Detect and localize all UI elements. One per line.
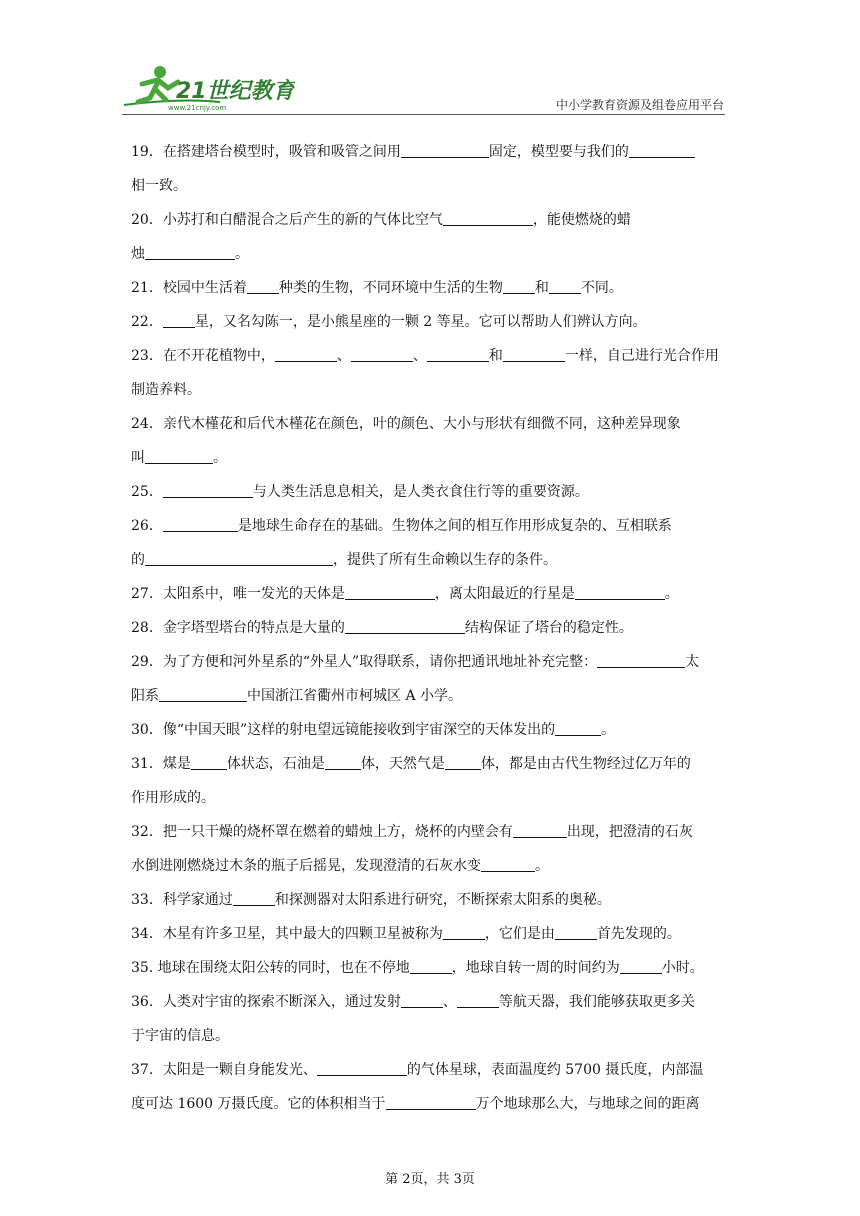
21cnjy-logo-icon bbox=[120, 62, 295, 112]
question-text: ，离太阳最近的行星是 bbox=[434, 586, 575, 602]
question-line bbox=[131, 244, 249, 264]
question-text: 的 bbox=[131, 552, 145, 568]
answer-blank[interactable] bbox=[503, 279, 535, 294]
answer-blank[interactable] bbox=[345, 619, 465, 634]
question-text: 一样，自己进行光合作用 bbox=[564, 348, 719, 364]
question-line bbox=[131, 516, 672, 536]
answer-blank[interactable] bbox=[401, 993, 443, 1008]
question-text: 27．太阳系中，唯一发光的天体是 bbox=[131, 586, 345, 602]
answer-blank[interactable] bbox=[163, 517, 238, 532]
question-text: 度可达 1600 万摄氏度。它的体积相当于 bbox=[131, 1096, 386, 1112]
answer-blank[interactable] bbox=[555, 721, 601, 736]
logo-main-text: 21世纪教育 bbox=[176, 79, 295, 104]
question-text: 等航天器，我们能够获取更多关 bbox=[498, 994, 695, 1010]
answer-blank[interactable] bbox=[401, 143, 489, 158]
question-text: 万个地球那么大，与地球之间的距离 bbox=[475, 1096, 700, 1112]
question-text: 19．在搭建塔台模型时，吸管和吸管之间用 bbox=[131, 144, 401, 160]
answer-blank[interactable] bbox=[443, 211, 533, 226]
question-line bbox=[131, 754, 691, 774]
question-line bbox=[131, 380, 201, 400]
answer-blank[interactable] bbox=[555, 925, 597, 940]
question-text: 26． bbox=[131, 518, 163, 534]
question-line bbox=[131, 618, 633, 638]
question-text: 24．亲代木槿花和后代木槿花在颜色，叶的颜色、大小与形状有细微不同，这种差异现象 bbox=[131, 416, 681, 432]
question-line bbox=[131, 176, 187, 196]
question-line bbox=[131, 210, 631, 230]
question-text: 29．为了方便和河外星系的“外星人”取得联系，请你把通讯地址补充完整： bbox=[131, 654, 598, 670]
answer-blank[interactable] bbox=[191, 755, 227, 770]
question-text: 固定，模型要与我们的 bbox=[488, 144, 629, 160]
question-text: 小时。 bbox=[661, 960, 704, 976]
question-text: 36．人类对宇宙的探索不断深入，通过发射 bbox=[131, 994, 401, 1010]
question-line bbox=[131, 448, 227, 468]
answer-blank[interactable] bbox=[410, 959, 452, 974]
answer-blank[interactable] bbox=[351, 347, 413, 362]
question-text: 是地球生命存在的基础。生物体之间的相互作用形成复杂的、互相联系 bbox=[237, 518, 672, 534]
answer-blank[interactable] bbox=[386, 1095, 476, 1110]
answer-blank[interactable] bbox=[233, 891, 275, 906]
question-text: 作用形成的。 bbox=[131, 790, 215, 806]
question-text: ，提供了所有生命赖以生存的条件。 bbox=[333, 552, 557, 568]
answer-blank[interactable] bbox=[629, 143, 695, 158]
question-text: 烛 bbox=[131, 246, 145, 262]
question-line bbox=[131, 278, 623, 298]
question-text: 34．木星有许多卫星，其中最大的四颗卫星被称为 bbox=[131, 926, 443, 942]
question-text: 阳系 bbox=[131, 688, 159, 704]
answer-blank[interactable] bbox=[481, 857, 535, 872]
question-text: 33．科学家通过 bbox=[131, 892, 233, 908]
answer-blank[interactable] bbox=[145, 551, 333, 566]
question-text: 首先发现的。 bbox=[596, 926, 681, 942]
question-text: 、 bbox=[442, 994, 457, 1010]
question-line bbox=[131, 1060, 703, 1080]
question-text: 。 bbox=[213, 450, 227, 466]
question-text: 、 bbox=[336, 348, 351, 364]
question-text: 与人类生活息息相关，是人类衣食住行等的重要资源。 bbox=[252, 484, 589, 500]
answer-blank[interactable] bbox=[325, 755, 361, 770]
answer-blank[interactable] bbox=[457, 993, 499, 1008]
page-footer: 第 2页，共 3页 bbox=[385, 1172, 475, 1187]
question-line bbox=[131, 346, 719, 366]
question-line bbox=[131, 992, 695, 1012]
answer-blank[interactable] bbox=[513, 823, 567, 838]
answer-blank[interactable] bbox=[445, 755, 481, 770]
answer-blank[interactable] bbox=[275, 347, 337, 362]
question-text: 。 bbox=[601, 722, 616, 738]
question-line bbox=[131, 312, 647, 332]
question-text: 。 bbox=[664, 586, 679, 602]
answer-blank[interactable] bbox=[443, 925, 485, 940]
question-line bbox=[131, 1094, 700, 1114]
answer-blank[interactable] bbox=[503, 347, 565, 362]
question-text: 中国浙江省衢州市柯城区 A 小学。 bbox=[247, 688, 463, 704]
question-text: 相一致。 bbox=[131, 178, 187, 194]
question-line bbox=[131, 414, 681, 434]
question-text: 35. 地球在围绕太阳公转的同时，也在不停地 bbox=[131, 960, 410, 976]
question-line bbox=[131, 482, 589, 502]
question-text: 23．在不开花植物中， bbox=[131, 348, 275, 364]
question-text: 星，又名勾陈一，是小熊星座的一颗 2 等星。它可以帮助人们辨认方向。 bbox=[194, 314, 647, 330]
question-text: 21．校园中生活着 bbox=[131, 280, 247, 296]
question-text: 结构保证了塔台的稳定性。 bbox=[464, 620, 633, 636]
question-text: 20．小苏打和白醋混合之后产生的新的气体比空气 bbox=[131, 212, 443, 228]
answer-blank[interactable] bbox=[163, 313, 195, 328]
question-text: 的气体星球，表面温度约 5700 摄氏度，内部温 bbox=[406, 1062, 704, 1078]
page-header bbox=[0, 0, 860, 120]
question-text: 31．煤是 bbox=[131, 756, 191, 772]
question-line bbox=[131, 856, 549, 876]
question-text: 30．像“中国天眼”这样的射电望远镜能接收到宇宙深空的天体发出的 bbox=[131, 722, 556, 738]
header-divider bbox=[122, 114, 725, 115]
question-text: 体，都是由古代生物经过亿万年的 bbox=[480, 756, 691, 772]
question-text: 水倒进刚燃烧过木条的瓶子后摇晃，发现澄清的石灰水变 bbox=[131, 858, 481, 874]
question-text: 28．金字塔型塔台的特点是大量的 bbox=[131, 620, 345, 636]
question-text: 。 bbox=[535, 858, 549, 874]
answer-blank[interactable] bbox=[575, 585, 665, 600]
question-text: 25． bbox=[131, 484, 163, 500]
answer-blank[interactable] bbox=[620, 959, 662, 974]
question-text: 和探测器对太阳系进行研究，不断探索太阳系的奥秘。 bbox=[274, 892, 611, 908]
answer-blank[interactable] bbox=[247, 279, 279, 294]
question-text: 、 bbox=[412, 348, 427, 364]
question-text: ，地球自转一周的时间约为 bbox=[451, 960, 620, 976]
question-text: 。 bbox=[235, 246, 249, 262]
question-line bbox=[131, 686, 462, 706]
question-line bbox=[131, 924, 681, 944]
question-text: 和 bbox=[488, 348, 503, 364]
answer-blank[interactable] bbox=[159, 687, 247, 702]
question-line bbox=[131, 1026, 229, 1046]
answer-blank[interactable] bbox=[549, 279, 581, 294]
logo-url-text: www.21cnjy.com bbox=[168, 104, 227, 112]
answer-blank[interactable] bbox=[163, 483, 253, 498]
answer-blank[interactable] bbox=[317, 1061, 407, 1076]
question-text: 体状态，石油是 bbox=[226, 756, 325, 772]
question-line bbox=[131, 652, 699, 672]
question-text: 体，天然气是 bbox=[360, 756, 445, 772]
question-text: 太 bbox=[685, 654, 700, 670]
platform-name: 中小学教育资源及组卷应用平台 bbox=[555, 98, 724, 112]
question-text: 叫 bbox=[131, 450, 145, 466]
question-text: ，能使燃烧的蜡 bbox=[532, 212, 631, 228]
answer-blank[interactable] bbox=[427, 347, 489, 362]
question-text: 和 bbox=[534, 280, 549, 296]
question-text: 22． bbox=[131, 314, 163, 330]
question-text: 制造养料。 bbox=[131, 382, 201, 398]
question-text: 37．太阳是一颗自身能发光、 bbox=[131, 1062, 317, 1078]
question-line bbox=[131, 822, 693, 842]
question-text: ，它们是由 bbox=[484, 926, 555, 942]
question-line bbox=[131, 142, 695, 162]
question-line bbox=[131, 720, 615, 740]
question-line bbox=[131, 584, 679, 604]
answer-blank[interactable] bbox=[145, 245, 235, 260]
question-line bbox=[131, 890, 611, 910]
question-text: 出现，把澄清的石灰 bbox=[566, 824, 693, 840]
question-line bbox=[131, 788, 215, 808]
question-line bbox=[131, 550, 557, 570]
question-text: 于宇宙的信息。 bbox=[131, 1028, 229, 1044]
answer-blank[interactable] bbox=[597, 653, 685, 668]
question-line bbox=[131, 958, 704, 978]
question-text: 不同。 bbox=[580, 280, 623, 296]
answer-blank[interactable] bbox=[145, 449, 213, 464]
answer-blank[interactable] bbox=[345, 585, 435, 600]
question-text: 种类的生物，不同环境中生活的生物 bbox=[278, 280, 503, 296]
question-text: 32．把一只干燥的烧杯罩在燃着的蜡烛上方，烧杯的内壁会有 bbox=[131, 824, 513, 840]
